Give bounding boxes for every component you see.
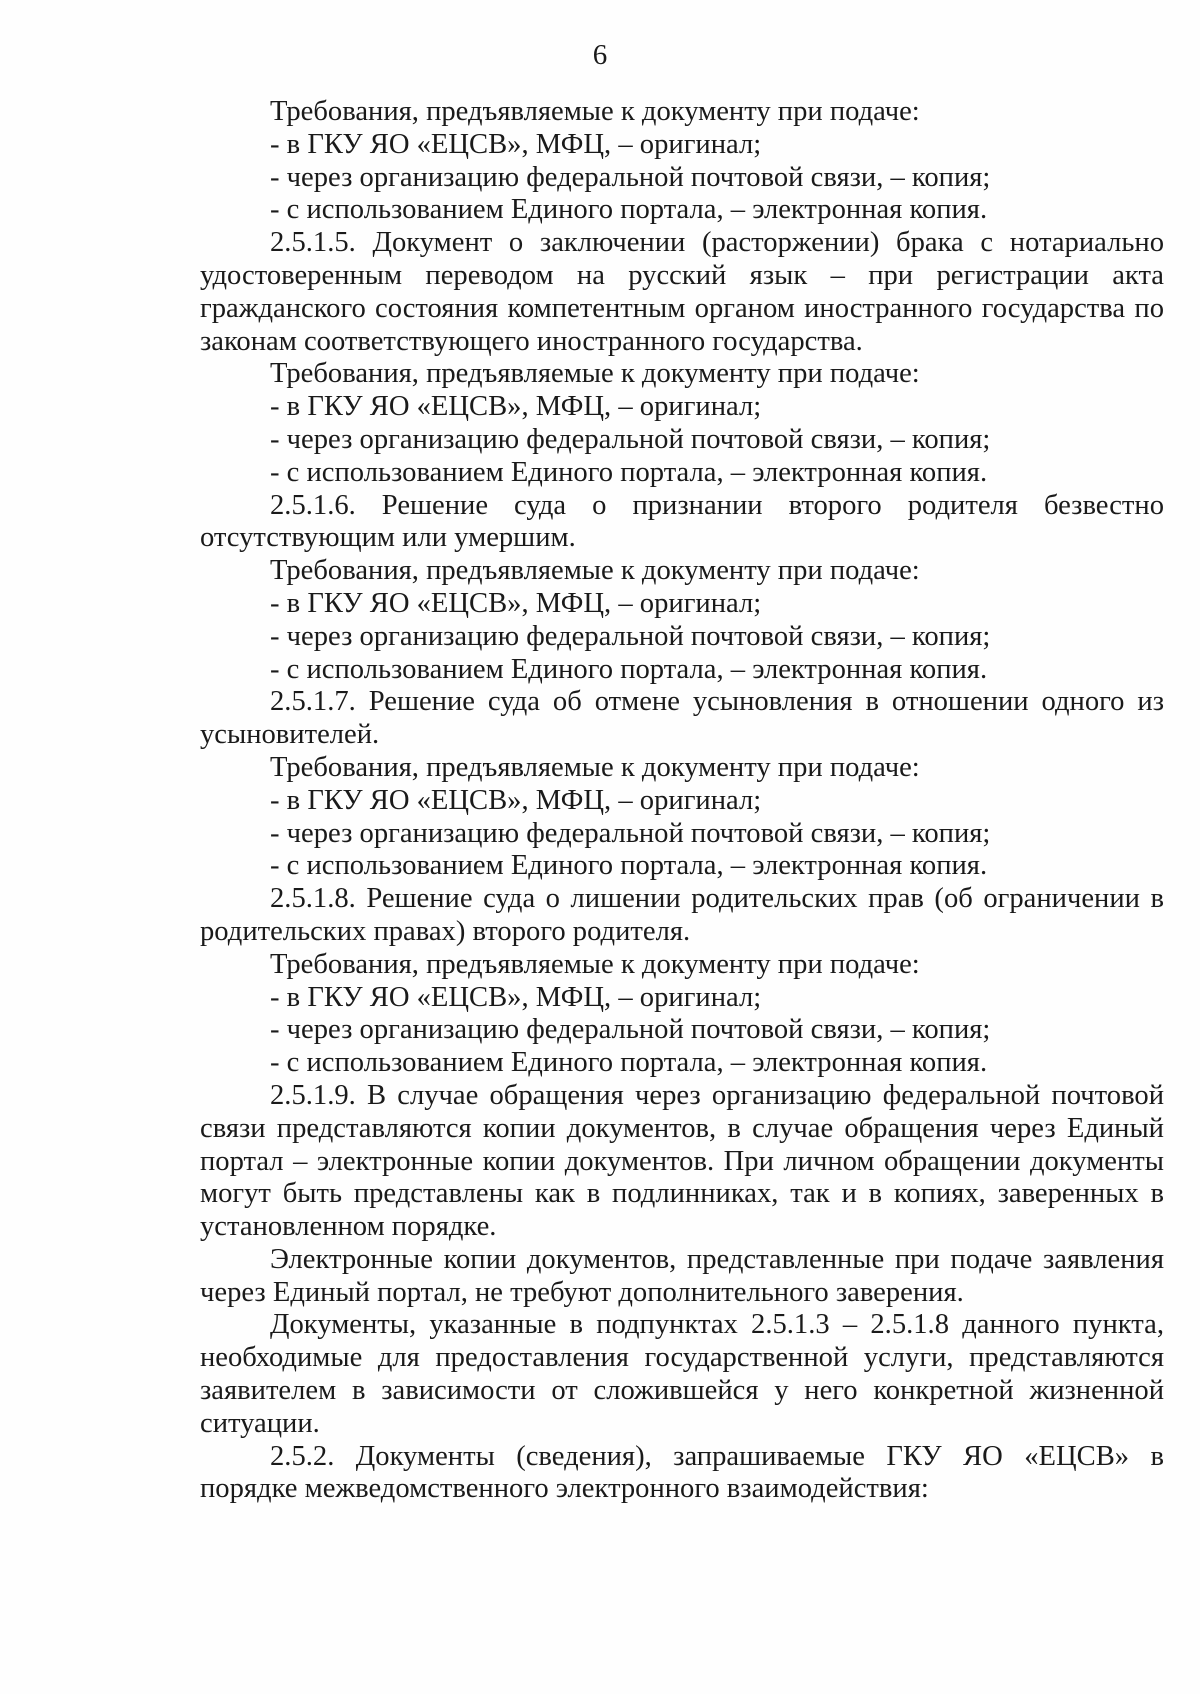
paragraph: - через организацию федеральной почтовой связи, – копия;: [270, 423, 991, 455]
paragraph: Требования, предъявляемые к документу при подаче:: [270, 555, 920, 587]
paragraph: Требования, предъявляемые к документу при подаче:: [270, 96, 920, 127]
paragraph: 2.5.1.7. Решение суда об отмене усыновления в отношении одного из усыновителей.: [200, 686, 1164, 751]
paragraph: - с использованием Единого портала, – электронная копия.: [270, 1047, 988, 1079]
paragraph: Электронные копии документов, представленные при подаче заявления через Единый портал, не требуют дополнительного заверения.: [200, 1243, 1164, 1308]
document-body: [200, 96, 1164, 1506]
paragraph: 2.5.1.9. В случае обращения через организацию федеральной почтовой связи представляются копии документов, в случае обращения через Единый портал – электронные копии документов. При личном обращении документы могут быть представлены как в подлинниках, так и в копиях, заверенных в установленном порядке.: [200, 1079, 1164, 1243]
page-number: 6: [592, 39, 608, 71]
paragraph: - в ГКУ ЯО «ЕЦСВ», МФЦ, – оригинал;: [270, 587, 762, 619]
paragraph: 2.5.1.5. Документ о заключении (расторжении) брака с нотариально удостоверенным переводом на русский язык – при регистрации акта гражданского состояния компетентным органом иностранного государства по законам соответствующего иностранного государства.: [200, 227, 1164, 357]
paragraph: Требования, предъявляемые к документу при подаче:: [270, 948, 920, 980]
paragraph: - в ГКУ ЯО «ЕЦСВ», МФЦ, – оригинал;: [270, 981, 762, 1013]
paragraph: - через организацию федеральной почтовой связи, – копия;: [270, 161, 991, 193]
paragraph: - с использованием Единого портала, – электронная копия.: [270, 194, 988, 226]
paragraph: - через организацию федеральной почтовой связи, – копия;: [270, 1014, 991, 1046]
paragraph: - в ГКУ ЯО «ЕЦСВ», МФЦ, – оригинал;: [270, 391, 762, 423]
paragraph: - в ГКУ ЯО «ЕЦСВ», МФЦ, – оригинал;: [270, 128, 762, 160]
paragraph: - с использованием Единого портала, – электронная копия.: [270, 653, 988, 685]
paragraph: 2.5.1.6. Решение суда о признании второго родителя безвестно отсутствующим или умершим.: [200, 489, 1164, 554]
paragraph: - через организацию федеральной почтовой связи, – копия;: [270, 817, 991, 849]
paragraph: Требования, предъявляемые к документу при подаче:: [270, 751, 920, 783]
paragraph: - с использованием Единого портала, – электронная копия.: [270, 850, 988, 882]
paragraph: 2.5.2. Документы (сведения), запрашиваемые ГКУ ЯО «ЕЦСВ» в порядке межведомственного электронного взаимодействия:: [200, 1440, 1164, 1505]
paragraph: - через организацию федеральной почтовой связи, – копия;: [270, 620, 991, 652]
paragraph: - с использованием Единого портала, – электронная копия.: [270, 456, 988, 488]
paragraph: Требования, предъявляемые к документу при подаче:: [270, 358, 920, 390]
paragraph: - в ГКУ ЯО «ЕЦСВ», МФЦ, – оригинал;: [270, 784, 762, 816]
paragraph: 2.5.1.8. Решение суда о лишении родительских прав (об ограничении в родительских правах) второго родителя.: [200, 883, 1164, 947]
paragraph: Документы, указанные в подпунктах 2.5.1.3 – 2.5.1.8 данного пункта, необходимые для предоставления государственной услуги, представляются заявителем в зависимости от сложившейся у него конкретной жизненной ситуации.: [200, 1309, 1164, 1439]
